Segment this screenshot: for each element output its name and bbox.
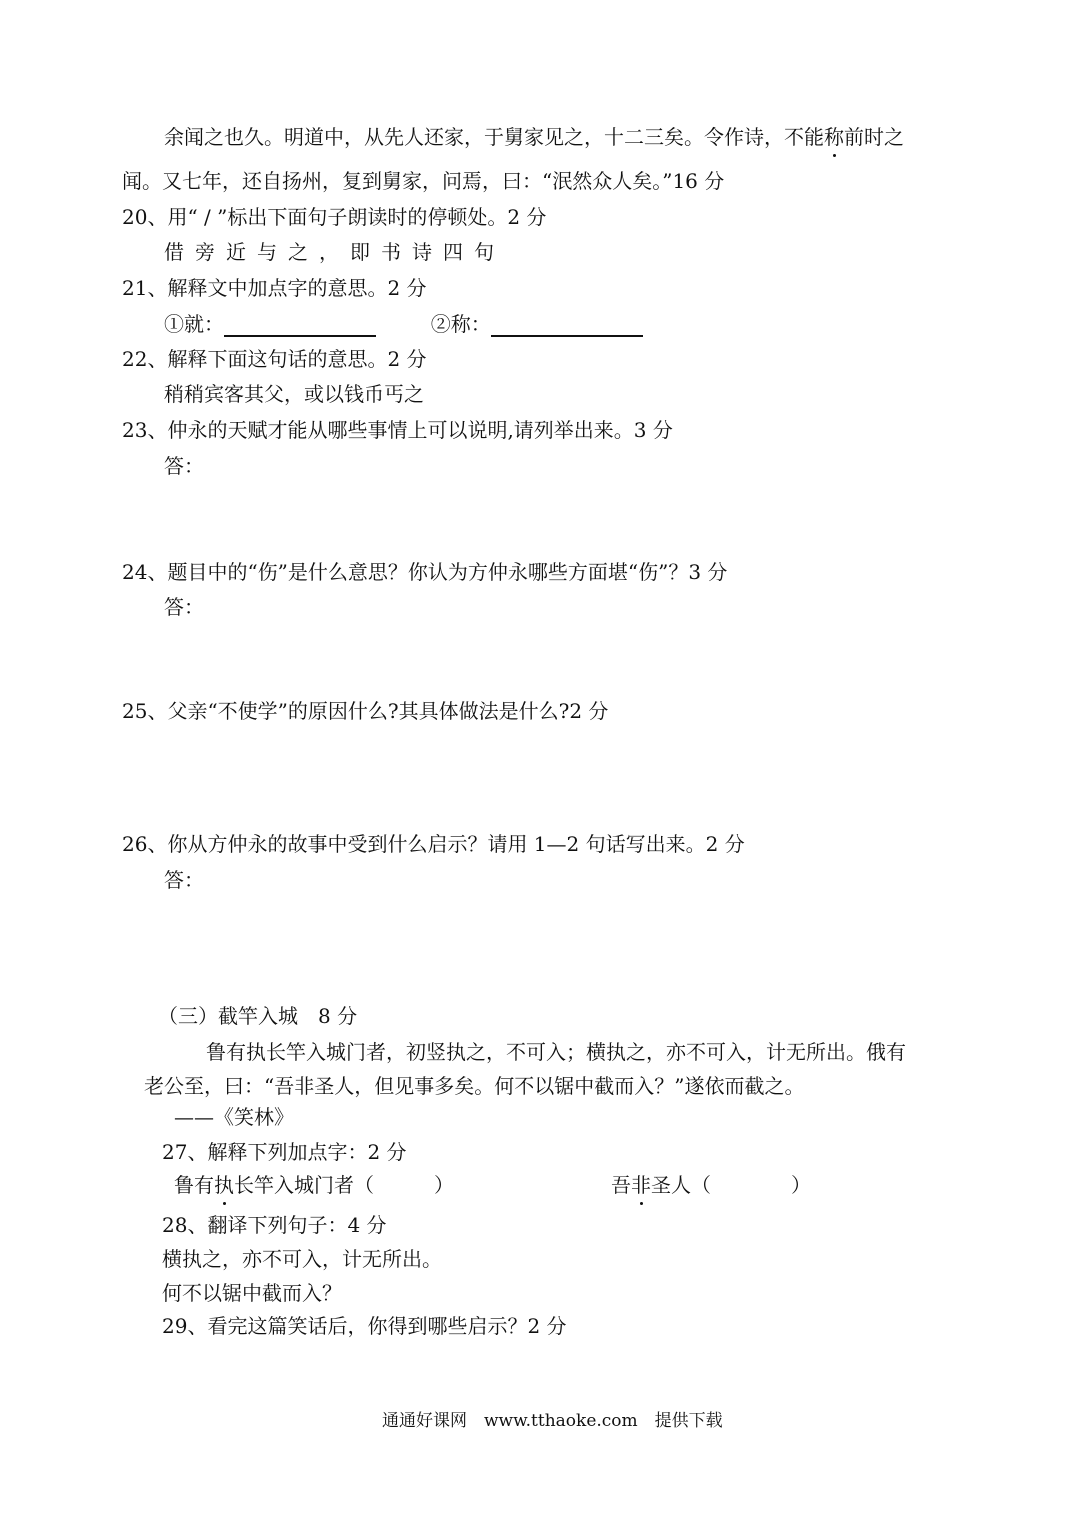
question-28: 28、翻译下列句子：4 分 [162, 1213, 387, 1237]
passage-line-1-pre: 余闻之也久。明道中，从先人还家，于舅家见之，十二三矣。令作诗，不能 [164, 125, 824, 149]
question-20-sentence: 借旁近与之，即书诗四句 [164, 240, 505, 264]
dotted-char-cheng: 称 [824, 125, 844, 149]
section-3-title: （三）截竿入城 8 分 [158, 1004, 358, 1028]
answer-blank-2[interactable] [491, 317, 643, 337]
question-27-a-post: 长竿入城门者（ ） [234, 1173, 454, 1197]
dotted-char-fei: 非 [631, 1173, 651, 1197]
question-24: 24、题目中的“伤”是什么意思？你认为方仲永哪些方面堪“伤”？3 分 [122, 560, 728, 584]
question-26: 26、你从方仲永的故事中受到什么启示？请用 1—2 句话写出来。2 分 [122, 832, 745, 856]
question-20: 20、用“ / ”标出下面句子朗读时的停顿处。2 分 [122, 205, 547, 229]
question-21-item-1: ①就： [164, 312, 224, 336]
question-27-item-b [611, 1172, 811, 1198]
question-24-answer: 答： [164, 595, 204, 619]
section-3-source: ——《笑林》 [174, 1105, 294, 1129]
page-footer: 通通好课网 www.tthaoke.com 提供下载 [382, 1411, 723, 1431]
question-23: 23、仲永的天赋才能从哪些事情上可以说明,请列举出来。3 分 [122, 418, 673, 442]
question-25: 25、父亲“不使学”的原因什么?其具体做法是什么?2 分 [122, 699, 609, 723]
answer-blank-1[interactable] [224, 317, 376, 337]
question-22-sentence: 稍稍宾客其父，或以钱币丐之 [164, 382, 424, 406]
question-27-item-a [174, 1172, 454, 1198]
question-27-b-post: 圣人（ ） [651, 1173, 811, 1197]
question-28-sentence-2: 何不以锯中截而入？ [162, 1281, 342, 1305]
question-21-items [164, 311, 643, 337]
question-27-a-pre: 鲁有 [174, 1173, 214, 1197]
passage-line-2: 闻。又七年，还自扬州，复到舅家，问焉，曰：“泯然众人矣。”16 分 [122, 169, 725, 193]
passage-line-1-post: 前时之 [844, 125, 904, 149]
question-23-answer: 答： [164, 454, 204, 478]
question-27-b-pre: 吾 [611, 1173, 631, 1197]
section-3-para-1: 鲁有执长竿入城门者，初竖执之，不可入；横执之，亦不可入，计无所出。俄有 [206, 1040, 906, 1064]
question-21: 21、解释文中加点字的意思。2 分 [122, 276, 427, 300]
section-3-para-2: 老公至，曰：“吾非圣人，但见事多矣。何不以锯中截而入？”遂依而截之。 [144, 1074, 805, 1098]
question-21-item-2: ②称： [430, 312, 491, 336]
question-28-sentence-1: 横执之，亦不可入，计无所出。 [162, 1247, 442, 1271]
question-29: 29、看完这篇笑话后，你得到哪些启示？2 分 [162, 1314, 567, 1338]
question-27: 27、解释下列加点字：2 分 [162, 1140, 407, 1164]
question-26-answer: 答： [164, 868, 204, 892]
question-22: 22、解释下面这句话的意思。2 分 [122, 347, 427, 371]
dotted-char-zhi: 执 [214, 1173, 234, 1197]
passage-line-1 [164, 124, 904, 150]
